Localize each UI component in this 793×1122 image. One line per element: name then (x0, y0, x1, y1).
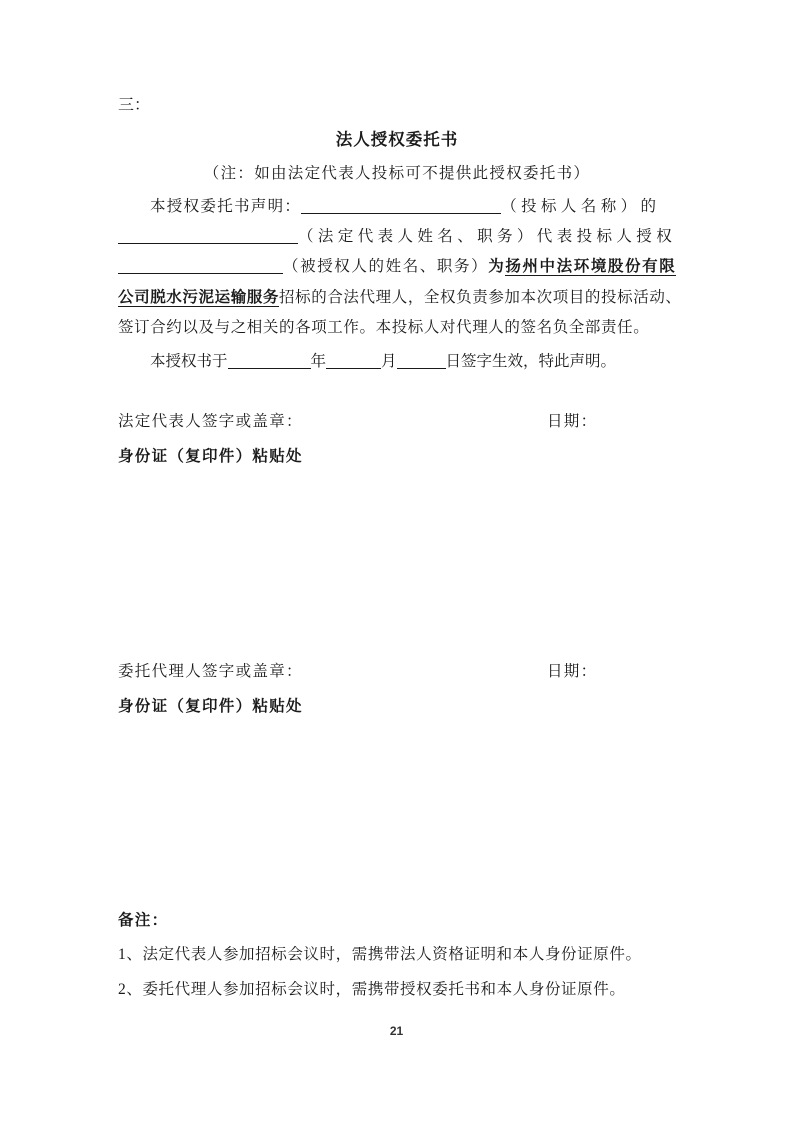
bidder-name-hint: （投标人名称）的 (501, 198, 661, 215)
blank-agent-name (118, 257, 283, 274)
month-label: 月 (381, 353, 397, 370)
remarks-title: 备注： (118, 912, 169, 929)
year-label: 年 (310, 353, 327, 370)
blank-month (326, 352, 381, 369)
remark-item-2: 2、委托代理人参加招标会议时，需携带授权委托书和本人身份证原件。 (118, 981, 626, 998)
company-name-part1: 扬州中法环境股份有限 (505, 258, 677, 275)
declaration-line-4 (118, 288, 682, 309)
date-line-prefix: 本授权书于 (150, 353, 228, 370)
agent-name-hint: （被授权人的姓名、职务） (283, 258, 489, 275)
agent-signature-label: 委托代理人签字或盖章： (118, 663, 303, 680)
date-line-suffix: 日签字生效，特此声明。 (445, 353, 617, 370)
declaration-prefix: 本授权委托书声明： (150, 198, 302, 215)
legal-rep-date-label: 日期： (547, 413, 598, 430)
company-name-part2: 公司脱水污泥运输服务 (118, 289, 280, 306)
blank-day (397, 352, 446, 369)
effective-date-line (118, 352, 616, 373)
legal-rep-id-paste-area: 身份证（复印件）粘贴处 (118, 448, 303, 465)
wei-char: 为 (488, 258, 506, 275)
agent-id-paste-area: 身份证（复印件）粘贴处 (118, 698, 303, 715)
remark-item-1: 1、法定代表人参加招标会议时，需携带法人资格证明和本人身份证原件。 (118, 946, 642, 963)
legal-rep-hint: （法定代表人姓名、职务）代表投标人授权 (298, 228, 677, 245)
document-title: 法人授权委托书 (335, 130, 459, 149)
blank-year (228, 352, 311, 369)
agent-date-label: 日期： (547, 663, 598, 680)
legal-rep-signature-label: 法定代表人签字或盖章： (118, 413, 303, 430)
section-label: 三： (118, 97, 151, 114)
blank-bidder-name (301, 197, 501, 214)
blank-legal-rep-name (118, 227, 298, 244)
declaration-line4-rest: 招标的合法代理人，全权负责参加本次项目的投标活动、 (279, 289, 682, 306)
declaration-line-1 (118, 197, 660, 218)
declaration-line-3 (118, 257, 676, 278)
declaration-line-2 (118, 227, 676, 248)
declaration-line-5: 签订合约以及与之相关的各项工作。本投标人对代理人的签名负全部责任。 (118, 319, 650, 336)
page-number: 21 (389, 1024, 404, 1038)
title-note: （注：如由法定代表人投标可不提供此授权委托书） (203, 165, 591, 182)
